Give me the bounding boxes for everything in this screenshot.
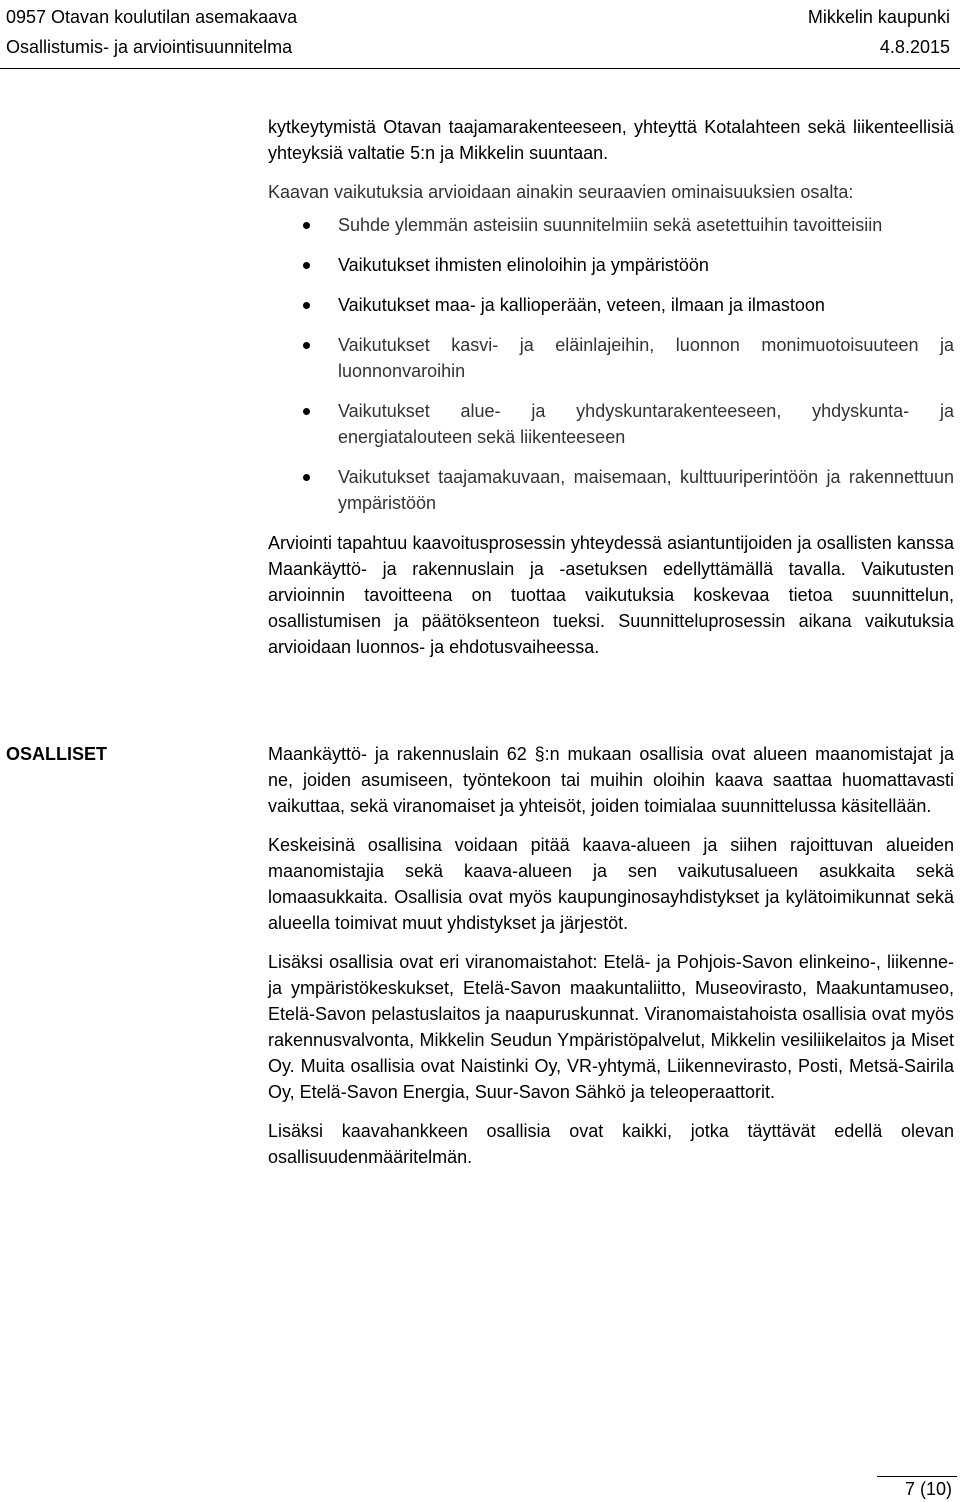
assessment-paragraph: Arviointi tapahtuu kaavoitusprosessin yhteydessä asiantuntijoiden ja osallisten kanssa Maankäyttö- ja rakennuslain ja -asetuksen edellyttämällä tavalla. Vaikutusten arvioinnin tavoitteena on tuottaa vaikutuksia koskevaa tietoa suunnittelun, osallistumisen ja päätöksenteon tueksi. Suunnitteluprosessin aikana vaikutuksia arvioidaan luonnos- ja ehdotusvaiheessa. [268,533,954,657]
header-divider [0,68,960,69]
bullet-icon [303,342,310,349]
page-header [0,0,960,70]
footer-divider [877,1476,957,1477]
bullet-icon [303,262,310,269]
bullet-icon [303,408,310,415]
impact-lead: Kaavan vaikutuksia arvioidaan ainakin seuraavien ominaisuuksien osalta: [268,182,854,202]
document-date: 4.8.2015 [879,37,950,57]
stakeholders-section [268,741,954,1183]
intro-paragraph: kytkeytymistä Otavan taajamarakenteeseen, yhteyttä Kotalahteen sekä liikenteellisiä yhteyksiä valtatie 5:n ja Mikkelin suuntaan. [268,117,954,163]
impact-list [268,212,954,516]
list-item: Vaikutukset maa- ja kallioperään, veteen, ilmaan ja ilmastoon [268,292,954,318]
list-item: Vaikutukset taajamakuvaan, maisemaan, kulttuuriperintöön ja rakennettuun ympäristöön [268,464,954,516]
bullet-icon [303,302,310,309]
bullet-icon [303,474,310,481]
list-item: Vaikutukset kasvi- ja eläinlajeihin, luonnon monimuotoisuuteen ja luonnonvaroihin [268,332,954,384]
bullet-icon [303,222,310,229]
stakeholders-paragraph-2: Keskeisinä osallisina voidaan pitää kaava-alueen ja siihen rajoittuvan alueiden maanomistajia sekä kaava-alueen ja sen vaikutusalueen asukkaita sekä lomaasukkaita. Osallisia ovat myös kaupunginosayhdistykset ja kylätoimikunnat sekä alueella toimivat muut yhdistykset ja järjestöt. [268,835,954,933]
impact-section [268,114,954,660]
section-heading-osalliset: OSALLISET [6,744,108,764]
stakeholders-paragraph-3: Lisäksi osallisia ovat eri viranomaistahot: Etelä- ja Pohjois-Savon elinkeino-, liikenne- ja ympäristökeskukset, Etelä-Savon maakuntaliitto, Museovirasto, Maakuntamuseo, Etelä-Savon pelastuslaitos ja naapuruskunnat. Viranomaistahoista osallisia ovat myös rakennusvalvonta, Mikkelin Seudun Ympäristöpalvelut, Mikkelin vesiliikelaitos ja Miset Oy. Muita osallisia ovat Naistinki Oy, VR-yhtymä, Liikennevirasto, Posti, Metsä-Sairila Oy, Etelä-Savon Energia, Suur-Savon Sähkö ja teleoperaattorit. [268,952,954,1102]
list-item: Suhde ylemmän asteisiin suunnitelmiin sekä asetettuihin tavoitteisiin [268,212,954,238]
stakeholders-paragraph-4: Lisäksi kaavahankkeen osallisia ovat kaikki, jotka täyttävät edellä olevan osallisuudenmääritelmän. [268,1121,954,1167]
page-number: 7 (10) [904,1479,952,1499]
list-item: Vaikutukset ihmisten elinoloihin ja ympäristöön [268,252,954,278]
organization-name: Mikkelin kaupunki [807,7,950,27]
document-subtitle: Osallistumis- ja arviointisuunnitelma [6,37,293,57]
stakeholders-paragraph-1: Maankäyttö- ja rakennuslain 62 §:n mukaan osallisia ovat alueen maanomistajat ja ne, joiden asumiseen, työntekoon tai muihin oloihin kaava saattaa huomattavasti vaikuttaa, sekä viranomaiset ja yhteisöt, joiden toimialaa suunnittelussa käsitellään. [268,744,954,816]
document-title: 0957 Otavan koulutilan asemakaava [6,7,298,27]
list-item: Vaikutukset alue- ja yhdyskuntarakenteeseen, yhdyskunta- ja energiatalouteen sekä liikenteeseen [268,398,954,450]
